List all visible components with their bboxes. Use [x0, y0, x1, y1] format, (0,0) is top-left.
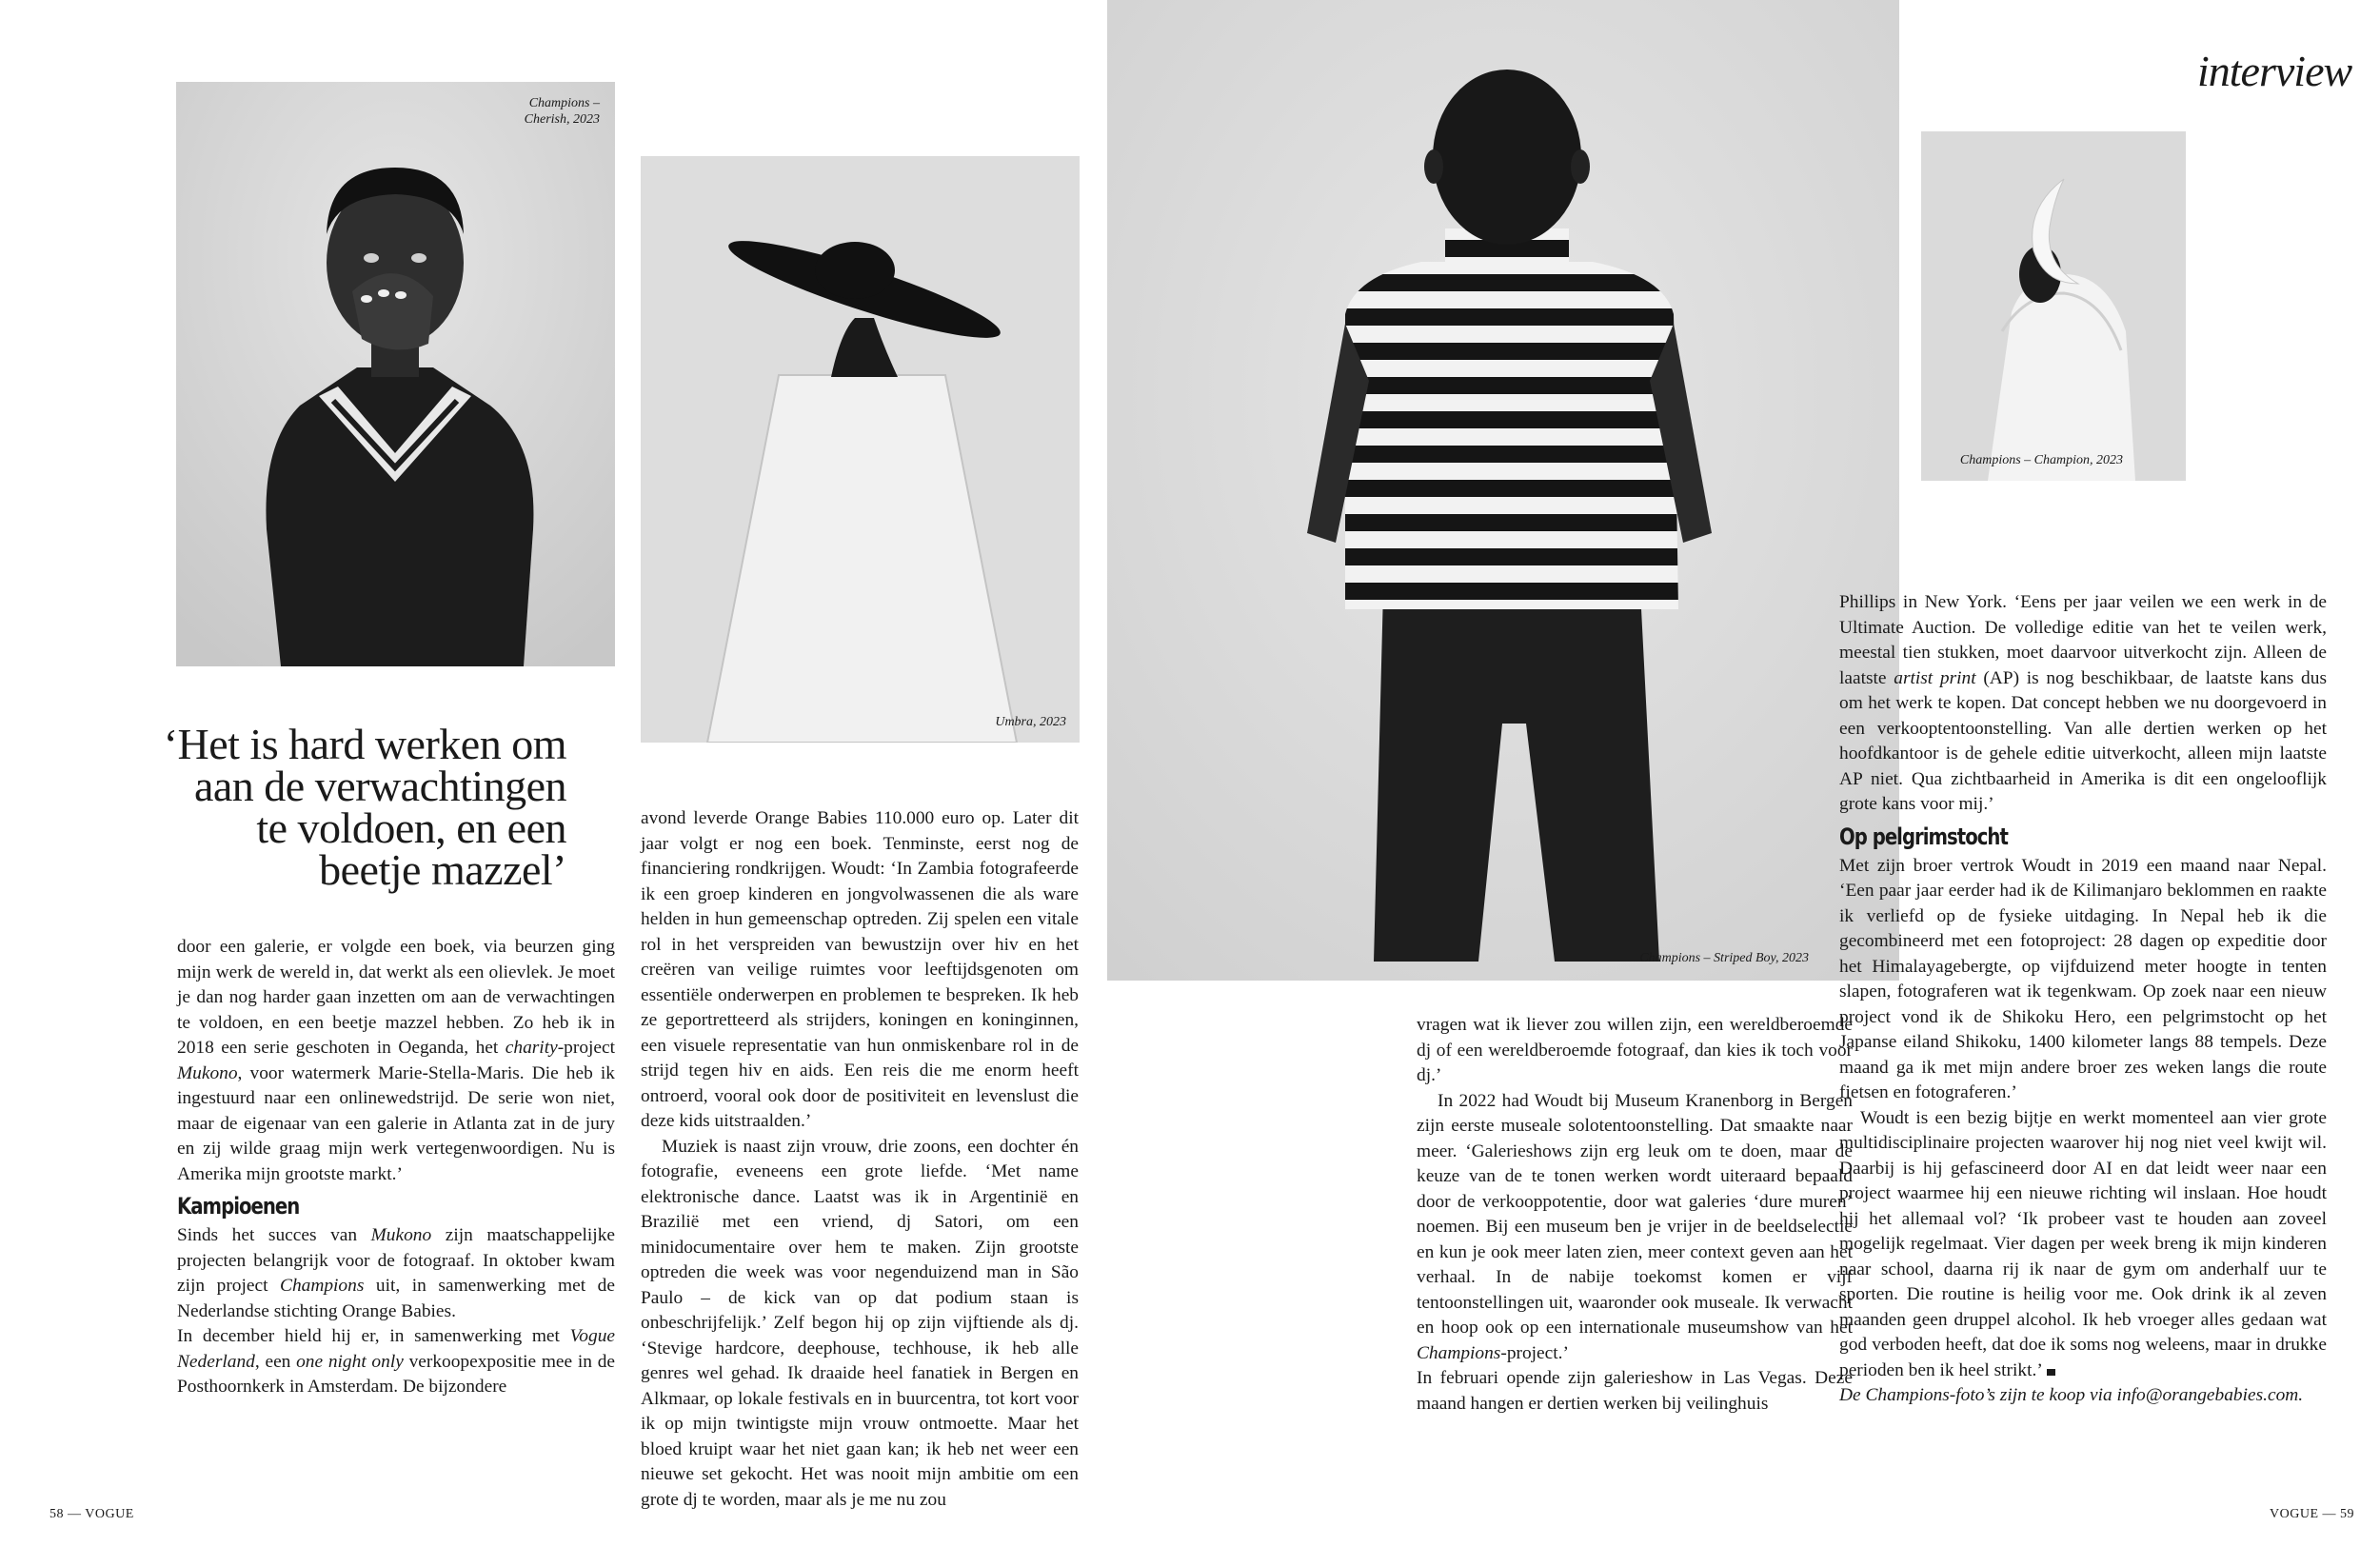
section-tag: interview — [2197, 47, 2352, 95]
folio-left: 58 — VOGUE — [50, 1507, 134, 1521]
col2-paragraph-1: avond leverde Orange Babies 110.000 euro op. Later dit jaar volgt er nog een boek. Tenminste, eerst nog de financiering rondkrijgen. Woudt: ‘In Zambia fotografeerde ik een groep kinderen en jongvolwassenen die als ware helden in hun gemeenschap optreden. Zij spelen een vitale rol in het verspreiden van bewustzijn over hiv en het creëren van veilige ruimtes voor leeftijdsgenoten om essentiële onderwerpen en problemen te bespreken. Ik heb ze geportretteerd als strijders, koningen en koninginnen, een visuele representatie van hun onmiskenbare rol in de strijd tegen hiv en aids. Een reis die me enorm heeft ontroerd, vooral ook door de positiviteit en levenslust die deze kids uitstraalden.’ — [641, 808, 1079, 1131]
col2-paragraph-2: Muziek is naast zijn vrouw, drie zoons, een dochter én fotografie, eveneens een grote liefde. ‘Met name elektronische dance. Laatst was ik in Argentinië en Brazilië met een vriend, dj Satori, om een minidocumentaire over hem te maken. Zijn grootste optreden die week was voor negenduizend man in São Paulo – de kick van op dat podium staan is onbeschrijfelijk.’ Zelf begon hij op zijn vijftiende als dj. ‘Stevige hardcore, deephouse, techhouse, ik heb alle genres wel gehad. Ik draaide heel fanatiek in Bergen en Alkmaar, op lokale festivals en in buurcentra, tot kort voor ik op mijn twintigste mijn vrouw ontmoette. Maar het bloed kruipt waar het niet gaan kan; ik heb net weer een nieuwe set gekocht. Het was nooit mijn ambitie om een grote dj te worden, maar als je me nu zou — [641, 1136, 1079, 1510]
col3-paragraph-3: In februari opende zijn galerieshow in Las Vegas. Deze maand hangen er dertien werken bij veilinghuis — [1417, 1368, 1853, 1414]
pull-quote-line3: te voldoen, en een — [256, 803, 566, 852]
caption-cherish-line1: Champions – — [528, 96, 600, 110]
col3-paragraph-2: In 2022 had Woudt bij Museum Kranenborg in Bergen zijn eerste museale solotentoonstelling. Dat smaakte naar meer. ‘Galerieshows zijn erg leuk om te doen, maar de keuze van de te tonen werken wordt uiteraard bepaald door de verkooppotentie, door wat galeries ‘dure muren’ noemen. Bij een museum ben je vrijer in de beeldselectie en kun je ook meer laten zien, meer context geven aan het verhaal. In de nabije toekomst komen er vijf tentoonstellingen uit, waaronder ook museale. Ik verwacht en hoop ook op een internationale museumshow van het Champions-project.’ — [1417, 1090, 1853, 1363]
heading-op-pelgrimstocht: Op pelgrimstocht — [1839, 823, 2008, 850]
photo-credit: De Champions-foto’s zijn te koop via info@orangebabies.com. — [1839, 1385, 2304, 1405]
pull-quote-line4: beetje mazzel’ — [319, 845, 566, 894]
text-column-1 — [177, 935, 615, 1400]
pull-quote-line1: ‘Het is hard werken om — [163, 720, 566, 768]
caption-umbra: Umbra, 2023 — [995, 715, 1066, 729]
pull-quote — [105, 720, 566, 894]
col1-paragraph-1: door een galerie, er volgde een boek, via beurzen ging mijn werk de wereld in, dat werkt als een olievlek. Je moet je dan nog harder gaan inzetten om aan de verwachtingen te voldoen, en een beetje mazzel hebben. Zo heb ik in 2018 een serie geschoten in Oeganda, het charity-project Mukono, voor watermerk Marie-Stella-Maris. Die heb ik ingestuurd naar een onlinewedstrijd. De serie won niet, maar de eigenaar van een galerie in Atlanta zat in de jury en zij wilde graag mijn werk vertegenwoordigen. Nu is Amerika mijn grootste markt.’ — [177, 937, 615, 1184]
heading-kampioenen: Kampioenen — [177, 1193, 300, 1220]
col1-paragraph-3: In december hield hij er, in samenwerking met Vogue Nederland, een one night only verkoopexpositie mee in de Posthoornkerk in Amsterdam. De bijzondere — [177, 1326, 615, 1397]
end-mark-icon — [2047, 1369, 2055, 1376]
col4-paragraph-1: Phillips in New York. ‘Eens per jaar veilen we een werk in de Ultimate Auction. De volledige editie van het te veilen werk, meestal tien stukken, moet daarvoor uitverkocht zijn. Alleen de laatste artist print (AP) is nog beschikbaar, de laatste kans dus om het werk te kopen. Dat concept hebben we nu doorgevoerd in een verkooptentoonstelling. Van alle dertien werken op het hoofdkantoor is de gehele editie uitverkocht, alleen mijn laatste AP niet. Qua zichtbaarheid in Amerika is dit een ongelooflijk grote kans voor mij.’ — [1839, 592, 2327, 814]
col3-paragraph-1: vragen wat ik liever zou willen zijn, een wereldberoemde dj of een wereldberoemde fotograaf, dan kies ik toch voor dj.’ — [1417, 1015, 1853, 1085]
caption-cherish-line2: Cherish, 2023 — [524, 112, 600, 127]
photo-umbra — [641, 156, 1080, 743]
caption-champion: Champions – Champion, 2023 — [1959, 453, 2123, 467]
col1-paragraph-2: Sinds het succes van Mukono zijn maatschappelijke projecten belangrijk voor de fotograaf. In oktober kwam zijn project Champions uit, in samenwerking met de Nederlandse stichting Orange Babies. — [177, 1225, 616, 1321]
caption-cherish — [457, 95, 600, 128]
text-column-3 — [1417, 1013, 1853, 1417]
col4-paragraph-3: Woudt is een bezig bijtje en werkt momenteel aan vier grote multidisciplinaire projecten waarover hij nog niet veel kwijt wil. Daarbij is hij gefascineerd door AI en dat leidt weer naar een project waarmee hij een nieuwe richting wil inslaan. Hoe houdt hij het allemaal vol? ‘Ik probeer vast te houden aan zoveel mogelijk regelmaat. Vier dagen per week breng ik mijn kinderen naar school, daarna rij ik naar de gym om anderhalf uur te sporten. Die routine is heilig voor me. Ook drink ik al zeven maanden geen druppel alcohol. Ik heb vroeger alles gedaan wat god verboden heeft, dat doe ik soms nog weleens, maar in drukke perioden ben ik heel strikt.’ — [1839, 1107, 2327, 1380]
photo-champion — [1921, 131, 2186, 481]
col4-paragraph-2: Met zijn broer vertrok Woudt in 2019 een maand naar Nepal. ‘Een paar jaar eerder had ik de Kilimanjaro beklommen en raakte ik verliefd op de fysieke uitdaging. In Nepal heb ik die gecombineerd met een fotoproject: 28 dagen op expeditie door het Himalayagebergte, op vijfduizend meter hoogte in tenten slapen, fotograferen wat ik tegenkwam. Op zoek naar een nieuw project vond ik de Shikoku Hero, een pelgrimstocht op het Japanse eiland Shikoku, 1400 kilometer langs 88 tempels. Deze maand ga ik met mijn andere broer zes weken langs die route fietsen en fotograferen.’ — [1839, 855, 2327, 1102]
photo-cherish — [176, 82, 615, 666]
text-column-4 — [1839, 590, 2327, 1409]
text-column-2 — [641, 806, 1079, 1513]
folio-right: VOGUE — 59 — [2270, 1507, 2354, 1521]
pull-quote-line2: aan de verwachtingen — [193, 762, 566, 810]
photo-striped-boy — [1107, 0, 1899, 981]
caption-striped-boy: Champions – Striped Boy, 2023 — [1639, 951, 1809, 965]
